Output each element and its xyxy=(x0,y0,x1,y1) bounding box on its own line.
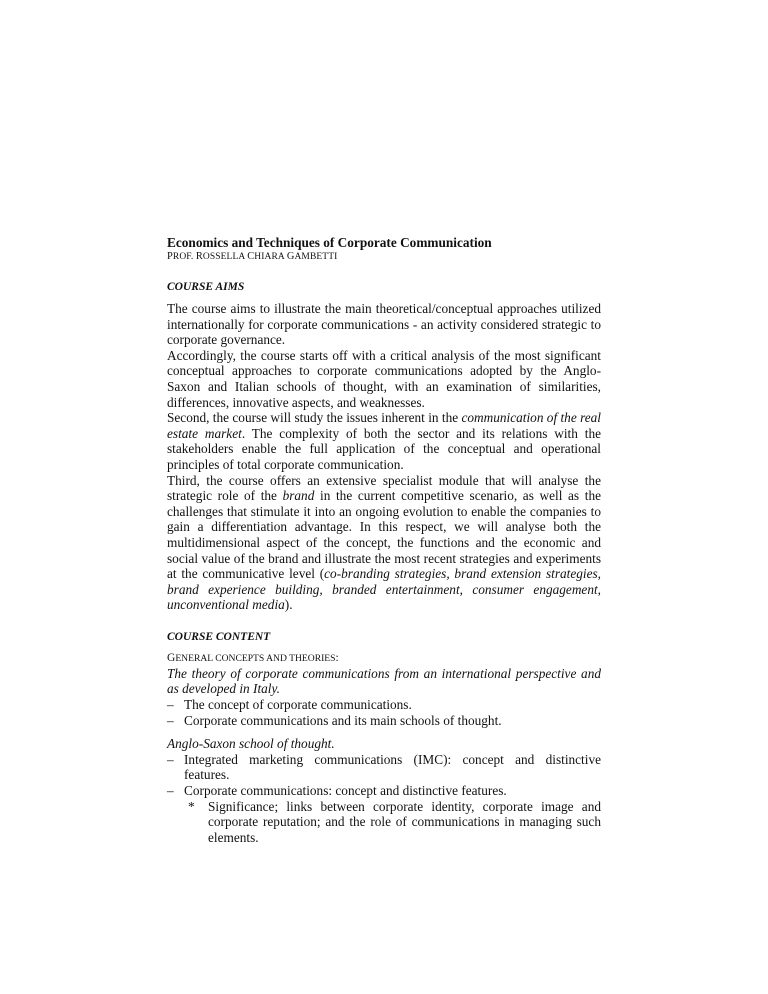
aims-p3-text-a: Second, the course will study the issues inherent in the xyxy=(167,410,462,426)
general-concepts-colon: : xyxy=(335,651,339,664)
sub-list xyxy=(167,799,601,846)
professor-middle-cap: C xyxy=(247,251,255,262)
aims-p4-text-b: in the current competitive scenario, as well as the challenges that stimulate it into an ongoing evolution to enable the companies to gain a differentiation advantage. In this respect, we will analyse both the multidimensional aspect of the concept, the functions and the economic and social value of the brand and illustrate the most recent strategies and experiments at the communicative level ( xyxy=(167,488,601,582)
aims-p4-brand: brand xyxy=(282,488,315,504)
sub-list-item: * Significance; links between corporate identity, corporate image and corporate reputation; and the role of communications in managing such elements. xyxy=(188,799,601,846)
aims-paragraph-4 xyxy=(167,473,601,613)
professor-name xyxy=(167,251,601,263)
document-title: Economics and Techniques of Corporate Communication xyxy=(167,235,492,250)
list-item: – Integrated marketing communications (IMC): concept and distinctive features. xyxy=(167,752,601,783)
aims-paragraph-1: The course aims to illustrate the main theoretical/conceptual approaches utilized internationally for corporate communications - an activity considered strategic to corporate governance. xyxy=(167,301,601,348)
anglo-saxon-heading: Anglo-Saxon school of thought. xyxy=(167,736,335,752)
list-item: – The concept of corporate communications. xyxy=(167,697,601,713)
professor-first-cap: R xyxy=(195,251,203,262)
aims-p3-text-b: . The complexity of both the sector and its relations with the stakeholders enable the full application of the conceptual and operational principles of total corporate communication. xyxy=(167,425,602,472)
professor-middle-rest: HIARA xyxy=(254,252,287,262)
aims-p4-text-c: ). xyxy=(284,597,293,613)
spacer xyxy=(167,728,601,736)
aims-p4-text-a: Third, the course offers an extensive specialist module that will analyse the strategic role of the xyxy=(167,472,601,504)
list-item xyxy=(167,783,601,845)
anglo-saxon-list xyxy=(167,752,601,846)
professor-first-rest: OSSELLA xyxy=(202,252,248,262)
theory-line: The theory of corporate communications from an international perspective and as developed in Italy. xyxy=(167,665,601,697)
professor-last-cap: G xyxy=(286,251,295,262)
general-concepts-cap: G xyxy=(167,651,176,664)
general-concepts-heading xyxy=(167,651,601,666)
concepts-list xyxy=(167,697,601,728)
aims-p4-strategies: co-branding strategies, brand extension strategies, brand experience building, branded entertainment, consumer engagement, unconventional media xyxy=(167,566,601,613)
course-aims-heading: COURSE AIMS xyxy=(167,281,245,293)
list-item-text: Corporate communications: concept and distinctive features. xyxy=(184,783,507,799)
list-item: – Corporate communications and its main schools of thought. xyxy=(167,713,601,729)
document-page xyxy=(167,235,601,845)
general-concepts-rest: ENERAL CONCEPTS AND THEORIES xyxy=(175,652,336,664)
aims-paragraph-3 xyxy=(167,410,601,472)
professor-prefix: P xyxy=(167,251,173,262)
professor-prefix-rest: ROF. xyxy=(172,252,196,262)
professor-last-rest: AMBETTI xyxy=(294,252,338,262)
course-content-heading: COURSE CONTENT xyxy=(167,630,271,643)
aims-paragraph-2: Accordingly, the course starts off with a critical analysis of the most significant conceptual approaches to corporate communications adopted by the Anglo-Saxon and Italian schools of thought, with an examination of similarities, differences, innovative aspects, and weaknesses. xyxy=(167,347,601,410)
aims-p3-emphasis: communication of the real estate market xyxy=(167,410,601,441)
